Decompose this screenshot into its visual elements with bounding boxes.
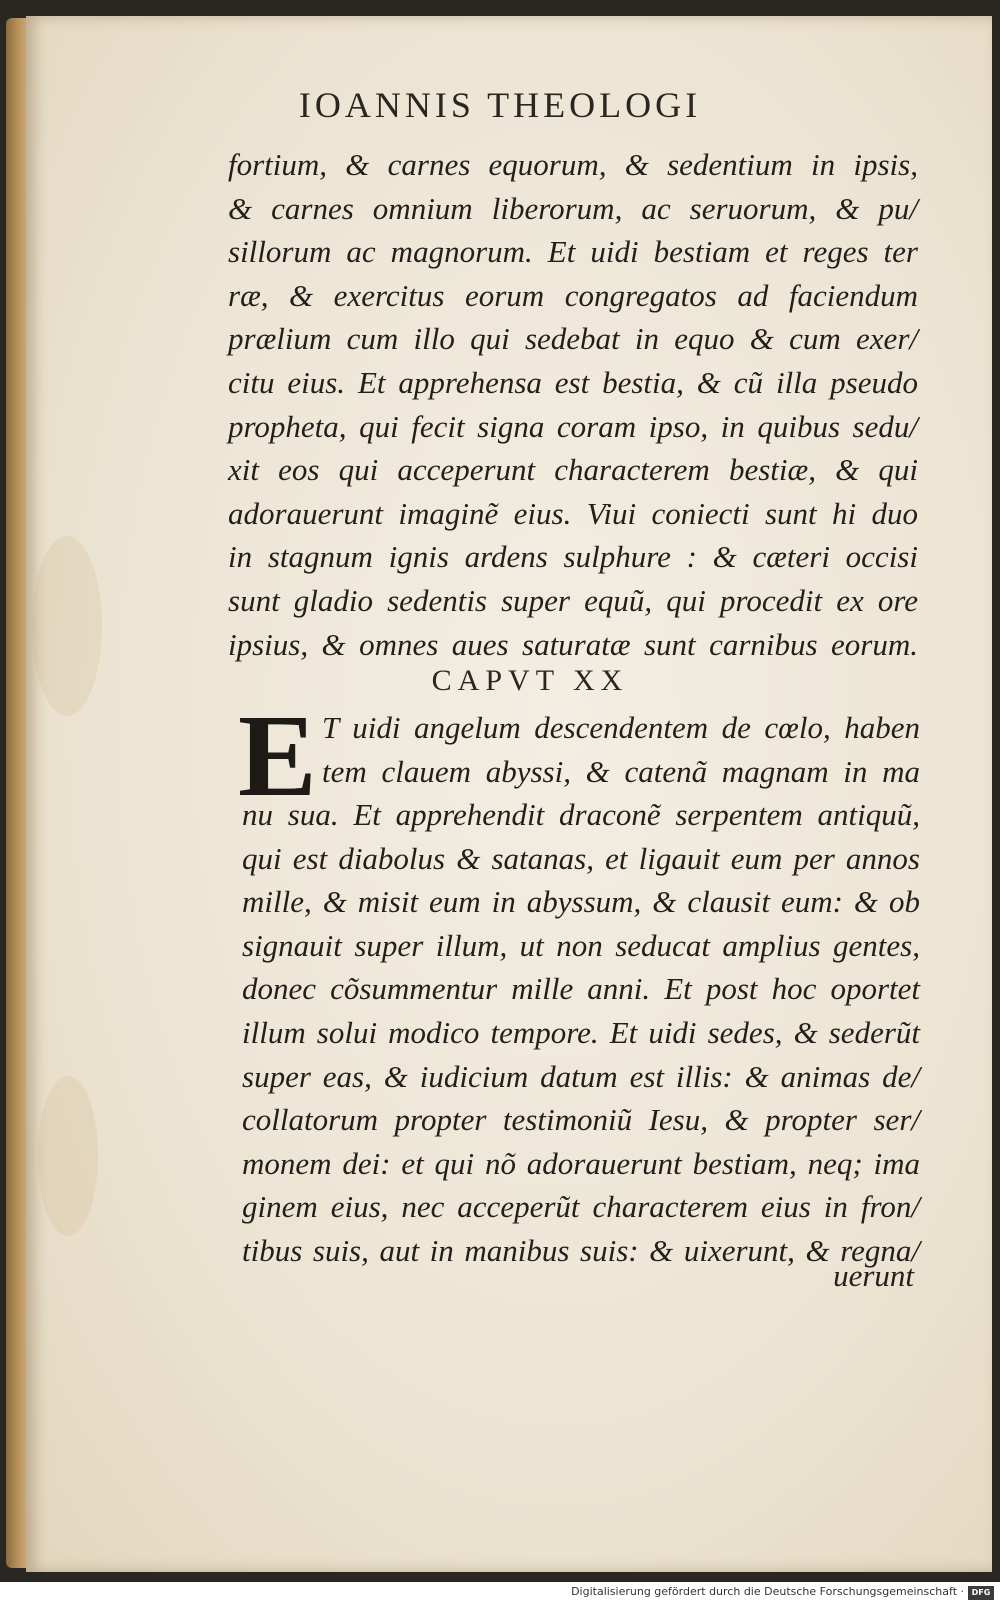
text-line: sunt gladio sedentis super equũ, qui procedit ex ore [228, 582, 918, 618]
running-head: IOANNIS THEOLOGI [298, 85, 702, 125]
text-line: prælium cum illo qui sedebat in equo & cum exer/ [228, 321, 918, 357]
funding-credit: Digitalisierung gefördert durch die Deutsche Forschungsgemeinschaft · [571, 1585, 964, 1598]
text-line: ginem eius, nec acceperũt characterem eius in fron/ [242, 1189, 920, 1225]
text-line: super eas, & iudicium datum est illis: & animas de/ [242, 1058, 920, 1094]
text-line: T uidi angelum descendentem de cœlo, haben [322, 710, 920, 745]
text-line: xit eos qui acceperunt characterem bestiæ, & qui [228, 452, 918, 488]
text-line: collatorum propter testimoniũ Iesu, & propter ser/ [242, 1102, 920, 1138]
text-line: monem dei: et qui nõ adorauerunt bestiam, neq; ima [242, 1145, 920, 1181]
text-block-1 [228, 143, 918, 666]
text-block-2a [322, 706, 920, 793]
dfg-logo-icon: DFG [968, 1586, 994, 1600]
text-line: donec cõsummentur mille anni. Et post hoc oportet [242, 971, 920, 1007]
paper-stain [38, 1076, 98, 1236]
text-line: fortium, & carnes equorum, & sedentium in ipsis, [228, 147, 918, 182]
text-line: in stagnum ignis ardens sulphure : & cæteri occisi [228, 539, 918, 575]
text-line: tem clauem abyssi, & catenã magnam in ma [322, 753, 920, 789]
text-line: & carnes omnium liberorum, ac seruorum, & pu/ [228, 190, 918, 226]
footer-bar [0, 1582, 1000, 1604]
text-line: sillorum ac magnorum. Et uidi bestiam et reges ter [228, 234, 918, 270]
chapter-heading: CAPVT XX [431, 664, 629, 697]
text-line: ipsius, & omnes aues saturatæ sunt carnibus eorum. [228, 626, 918, 662]
text-line: ræ, & exercitus eorum congregatos ad faciendum [228, 277, 918, 313]
text-line: adorauerunt imaginẽ eius. Viui coniecti sunt hi duo [228, 495, 918, 531]
text-line: qui est diabolus & satanas, et ligauit eum per annos [242, 840, 920, 876]
text-line: mille, & misit eum in abyssum, & clausit eum: & ob [242, 884, 920, 920]
text-line: nu sua. Et apprehendit draconẽ serpentem antiquũ, [242, 797, 920, 832]
text-line: signauit super illum, ut non seducat amplius gentes, [242, 927, 920, 963]
text-line: citu eius. Et apprehensa est bestia, & cũ illa pseudo [228, 364, 918, 400]
catchword: uerunt [833, 1258, 914, 1293]
drop-cap: E [238, 690, 317, 821]
text-block-2b [242, 793, 920, 1273]
text-line: tibus suis, aut in manibus suis: & uixerunt, & regna/ [242, 1232, 920, 1268]
text-line: illum solui modico tempore. Et uidi sedes, & sederũt [242, 1014, 920, 1050]
text-line: propheta, qui fecit signa coram ipso, in quibus sedu/ [228, 408, 918, 444]
